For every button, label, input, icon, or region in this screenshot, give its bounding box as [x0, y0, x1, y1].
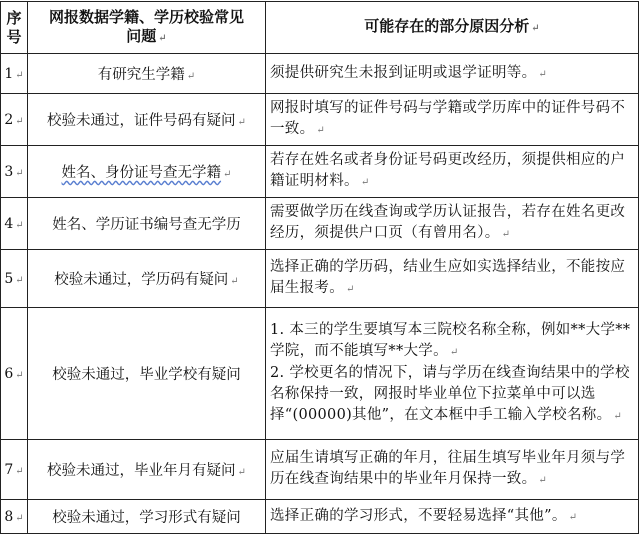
row-reason: 选择正确的学历码，结业生应如实选择结业，不能按应届生报考。 ↵ [266, 250, 639, 308]
row-number: 2 ↵ [1, 94, 28, 146]
row-reason: 需要做学历在线查询或学历认证报告，若存在姓名更改经历，须提供户口页（有曾用名）。 ↵ [266, 198, 639, 250]
row-number: 8 ↵ [1, 500, 28, 534]
row-issue: 校验未通过，学习形式有疑问 [28, 500, 266, 534]
row-number: 4 ↵ [1, 198, 28, 250]
table-row [1, 198, 639, 250]
faq-table [0, 1, 639, 534]
table-row [1, 500, 639, 534]
table-row [1, 94, 639, 146]
row-issue: 校验未通过，毕业学校有疑问 [28, 308, 266, 440]
row-number: 3 ↵ [1, 146, 28, 198]
table-row [1, 54, 639, 94]
row-issue: 姓名、身份证号查无学籍 ↵ [28, 146, 266, 198]
header-row [1, 2, 639, 54]
row-reason: 选择正确的学习形式，不要轻易选择“其他”。 ↵ [266, 500, 639, 534]
header-issue: 网报数据学籍、学历校验常见问题 ↵ [28, 2, 266, 54]
reason-point-1: 1. 本三的学生要填写本三院校名称全称，例如**大学**学院，而不能填写**大学。 ↵ [270, 322, 631, 359]
row-issue: 姓名、学历证书编号查无学历 [28, 198, 266, 250]
row-reason: 须提供研究生未报到证明或退学证明等。 ↵ [266, 54, 639, 94]
row-issue: 有研究生学籍 ↵ [28, 54, 266, 94]
header-seq: 序号 [1, 2, 28, 54]
table-row [1, 440, 639, 500]
row-reason: 网报时填写的证件号码与学籍或学历库中的证件号码不一致。 ↵ [266, 94, 639, 146]
row-number: 7 ↵ [1, 440, 28, 500]
row-number: 5 ↵ [1, 250, 28, 308]
row-reason: 若存在姓名或者身份证号码更改经历，须提供相应的户籍证明材料。 ↵ [266, 146, 639, 198]
reason-point-2: 2. 学校更名的情况下，请与学历在线查询结果中的学校名称保持一致，网报时毕业单位下拉菜单中可以选择“(00000)其他”，在文本框中手工输入学校名称。 ↵ [270, 365, 630, 423]
row-number: 6 ↵ [1, 308, 28, 440]
table-row [1, 146, 639, 198]
row-issue: 校验未通过，学历码有疑问 ↵ [28, 250, 266, 308]
table-row [1, 250, 639, 308]
row-reason: 应届生请填写正确的年月，往届生填写毕业年月须与学历在线查询结果中的毕业年月保持一致。 ↵ [266, 440, 639, 500]
table-row [1, 308, 639, 440]
row-number: 1 ↵ [1, 54, 28, 94]
header-reason: 可能存在的部分原因分析 ↵ [266, 2, 639, 54]
row-reason [266, 308, 639, 440]
row-issue: 校验未通过，证件号码有疑问 ↵ [28, 94, 266, 146]
row-issue: 校验未通过，毕业年月有疑问 ↵ [28, 440, 266, 500]
